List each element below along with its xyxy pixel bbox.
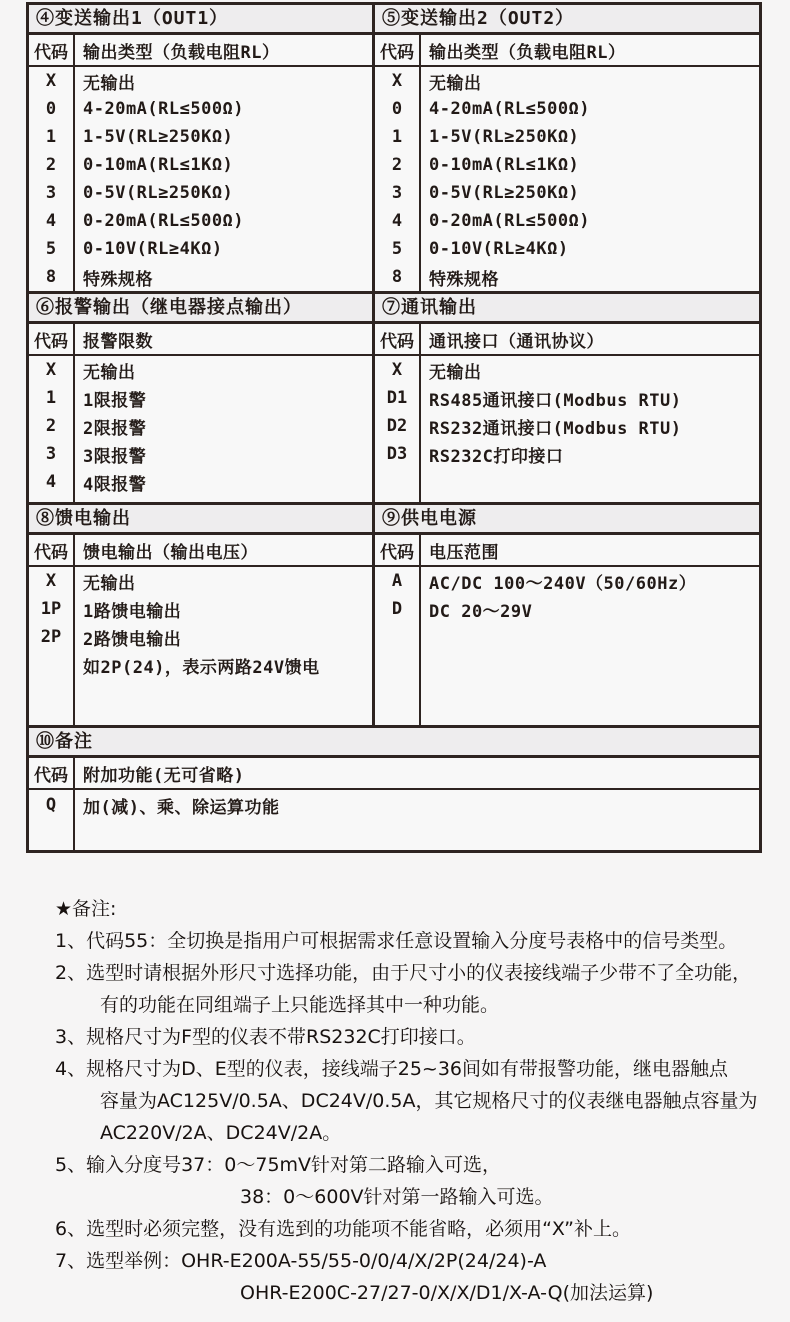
table-alarm-output	[26, 291, 375, 505]
section-title-feed: ⑧馈电输出	[29, 505, 372, 535]
table-row	[29, 207, 372, 235]
table-row	[29, 356, 372, 384]
table-header	[375, 535, 759, 567]
desc-cell: 无输出	[83, 573, 136, 594]
desc-cell: RS232C打印接口	[429, 446, 564, 467]
table-row	[29, 67, 372, 95]
desc-cell: 0-20mA(RL≤500Ω)	[83, 211, 245, 231]
code-cell	[29, 651, 75, 679]
table-out2	[372, 2, 762, 294]
section-title-out1: ④变送输出1（OUT1）	[29, 5, 372, 35]
table-row	[375, 123, 759, 151]
code-cell: A	[375, 567, 421, 595]
code-cell: 2P	[29, 623, 75, 651]
desc-column-header: 通讯接口（通讯协议）	[429, 331, 604, 352]
desc-cell: 4-20mA(RL≤500Ω)	[429, 99, 591, 119]
table-row	[29, 179, 372, 207]
table-row	[29, 384, 372, 412]
code-column-header: 代码	[375, 535, 421, 565]
table-row	[375, 263, 759, 291]
note-line: 有的功能在同组端子上只能选择其中一种功能。	[100, 994, 500, 1016]
code-cell: 0	[375, 95, 421, 123]
code-cell: 2	[29, 412, 75, 440]
code-cell: 3	[29, 179, 75, 207]
table-row	[29, 123, 372, 151]
table-row	[29, 651, 372, 679]
code-cell: 5	[29, 235, 75, 263]
code-cell: 8	[29, 263, 75, 291]
table-row	[29, 790, 759, 820]
desc-cell: 无输出	[429, 362, 482, 383]
desc-column-header: 输出类型（负载电阻RL）	[83, 42, 280, 63]
table-row	[29, 95, 372, 123]
code-cell: D1	[375, 384, 421, 412]
table-row	[375, 207, 759, 235]
table-row	[375, 412, 759, 440]
table-row	[375, 95, 759, 123]
table-remark	[26, 725, 762, 853]
notes-list	[55, 925, 758, 1309]
desc-cell: 无输出	[83, 362, 136, 383]
note-line: 38：0～600V针对第一路输入可选。	[240, 1186, 554, 1208]
desc-column-header: 报警限数	[83, 331, 153, 352]
table-row	[29, 263, 372, 291]
note-line: AC220V/2A、DC24V/2A。	[100, 1122, 342, 1144]
code-cell: 4	[29, 207, 75, 235]
desc-cell: 1路馈电输出	[83, 601, 182, 622]
code-cell: 1	[29, 384, 75, 412]
table-body	[375, 356, 759, 502]
desc-cell: 0-10V(RL≥4KΩ)	[429, 239, 569, 259]
table-body	[375, 567, 759, 725]
table-row	[29, 595, 372, 623]
code-cell: X	[29, 67, 75, 95]
table-row	[375, 567, 759, 595]
code-cell	[29, 679, 75, 725]
table-row	[375, 151, 759, 179]
table-row	[29, 468, 372, 496]
note-line: 6、选型时必须完整，没有选到的功能项不能省略，必须用“X”补上。	[55, 1218, 632, 1240]
table-body	[375, 67, 759, 291]
note-line: 2、选型时请根据外形尺寸选择功能，由于尺寸小的仪表接线端子少带不了全功能，	[55, 962, 752, 984]
desc-cell: 3限报警	[83, 446, 147, 467]
desc-cell: 0-10V(RL≥4KΩ)	[83, 239, 223, 259]
table-row	[375, 440, 759, 468]
table-filler-row	[375, 468, 759, 502]
table-row	[375, 356, 759, 384]
notes-header: ★备注:	[55, 898, 117, 920]
table-feed-output	[26, 502, 375, 728]
code-cell: 4	[29, 468, 75, 496]
table-header	[29, 324, 372, 356]
desc-cell: 2路馈电输出	[83, 629, 182, 650]
selection-tables	[26, 2, 762, 853]
desc-column-header: 电压范围	[429, 542, 499, 563]
table-row	[375, 235, 759, 263]
desc-column-header: 附加功能(无可省略)	[83, 765, 245, 786]
code-cell	[375, 623, 421, 725]
code-cell: 0	[29, 95, 75, 123]
table-filler-row	[29, 679, 372, 725]
section-title-out2: ⑤变送输出2（OUT2）	[375, 5, 759, 35]
note-line: 7、选型举例：OHR-E200A-55/55-0/0/4/X/2P(24/24)-A	[55, 1250, 547, 1272]
code-cell: 1P	[29, 595, 75, 623]
spec-sheet-page	[0, 2, 790, 1309]
table-pair-alarm-comm	[26, 291, 762, 505]
table-row	[29, 151, 372, 179]
section-title-alarm: ⑥报警输出（继电器接点输出）	[29, 294, 372, 324]
code-cell: 2	[375, 151, 421, 179]
table-header	[375, 324, 759, 356]
table-row	[375, 595, 759, 623]
code-column-header: 代码	[29, 758, 75, 788]
section-title-remark: ⑩备注	[29, 728, 759, 758]
desc-cell: 2限报警	[83, 418, 147, 439]
desc-cell: AC/DC 100～240V（50/60Hz）	[429, 573, 697, 594]
code-column-header: 代码	[375, 35, 421, 65]
desc-cell: 1-5V(RL≥250KΩ)	[429, 127, 580, 147]
section-title-comm: ⑦通讯输出	[375, 294, 759, 324]
desc-cell: RS232通讯接口(Modbus RTU)	[429, 418, 682, 439]
desc-column-header: 输出类型（负载电阻RL）	[429, 42, 626, 63]
table-row	[375, 179, 759, 207]
desc-cell: 无输出	[83, 73, 136, 94]
desc-cell: 无输出	[429, 73, 482, 94]
code-cell: X	[375, 356, 421, 384]
code-cell: 1	[29, 123, 75, 151]
code-column-header: 代码	[375, 324, 421, 354]
code-cell: X	[29, 356, 75, 384]
note-line: 5、输入分度号37：0～75mV针对第二路输入可选，	[55, 1154, 502, 1176]
desc-cell: DC 20～29V	[429, 601, 533, 622]
code-cell: D2	[375, 412, 421, 440]
table-out1	[26, 2, 375, 294]
table-filler-row	[375, 623, 759, 725]
desc-cell: 4-20mA(RL≤500Ω)	[83, 99, 245, 119]
desc-cell: 加(减)、乘、除运算功能	[83, 797, 280, 818]
table-row	[29, 412, 372, 440]
table-header	[29, 535, 372, 567]
code-cell: D	[375, 595, 421, 623]
section-title-power: ⑨供电电源	[375, 505, 759, 535]
desc-cell: RS485通讯接口(Modbus RTU)	[429, 390, 682, 411]
table-row	[29, 440, 372, 468]
code-cell	[375, 468, 421, 502]
desc-cell: 0-5V(RL≥250KΩ)	[429, 183, 580, 203]
desc-cell: 4限报警	[83, 474, 147, 495]
desc-cell: 特殊规格	[429, 269, 499, 290]
code-cell: D3	[375, 440, 421, 468]
note-line: 4、规格尺寸为D、E型的仪表，接线端子25~36间如有带报警功能，继电器触点	[55, 1058, 728, 1080]
desc-cell: 1限报警	[83, 390, 147, 411]
code-column-header: 代码	[29, 535, 75, 565]
table-header	[29, 35, 372, 67]
table-row	[375, 384, 759, 412]
table-body	[29, 356, 372, 502]
table-filler-row	[29, 820, 759, 850]
note-line: OHR-E200C-27/27-0/X/X/D1/X-A-Q(加法运算)	[240, 1282, 654, 1304]
table-body	[29, 67, 372, 291]
desc-cell: 0-5V(RL≥250KΩ)	[83, 183, 234, 203]
code-cell: 3	[29, 440, 75, 468]
note-line: 1、代码55：全切换是指用户可根据需求任意设置输入分度号表格中的信号类型。	[55, 930, 738, 952]
desc-cell: 0-10mA(RL≤1KΩ)	[83, 155, 234, 175]
table-row	[29, 567, 372, 595]
code-cell: X	[29, 567, 75, 595]
code-cell: 8	[375, 263, 421, 291]
table-row	[29, 235, 372, 263]
code-cell: 2	[29, 151, 75, 179]
code-cell: Q	[29, 790, 75, 820]
desc-column-header: 馈电输出（输出电压）	[83, 542, 258, 563]
code-cell: 5	[375, 235, 421, 263]
table-body	[29, 790, 759, 850]
desc-cell: 0-10mA(RL≤1KΩ)	[429, 155, 580, 175]
table-comm-output	[372, 291, 762, 505]
note-line: 3、规格尺寸为F型的仪表不带RS232C打印接口。	[55, 1026, 476, 1048]
code-cell: 4	[375, 207, 421, 235]
code-cell: X	[375, 67, 421, 95]
code-cell: 1	[375, 123, 421, 151]
table-pair-feed-power	[26, 502, 762, 728]
notes-section	[55, 893, 758, 1309]
table-header	[29, 758, 759, 790]
desc-cell: 特殊规格	[83, 269, 153, 290]
table-power-supply	[372, 502, 762, 728]
table-row	[375, 67, 759, 95]
code-cell: 3	[375, 179, 421, 207]
note-line: 容量为AC125V/0.5A、DC24V/0.5A，其它规格尺寸的仪表继电器触点容量为	[100, 1090, 758, 1112]
desc-cell: 如2P(24)，表示两路24V馈电	[83, 657, 320, 678]
desc-cell: 1-5V(RL≥250KΩ)	[83, 127, 234, 147]
table-body	[29, 567, 372, 725]
table-pair-transmit-outputs	[26, 2, 762, 294]
table-row	[29, 623, 372, 651]
code-column-header: 代码	[29, 35, 75, 65]
table-header	[375, 35, 759, 67]
code-cell	[29, 820, 75, 850]
desc-cell: 0-20mA(RL≤500Ω)	[429, 211, 591, 231]
code-column-header: 代码	[29, 324, 75, 354]
